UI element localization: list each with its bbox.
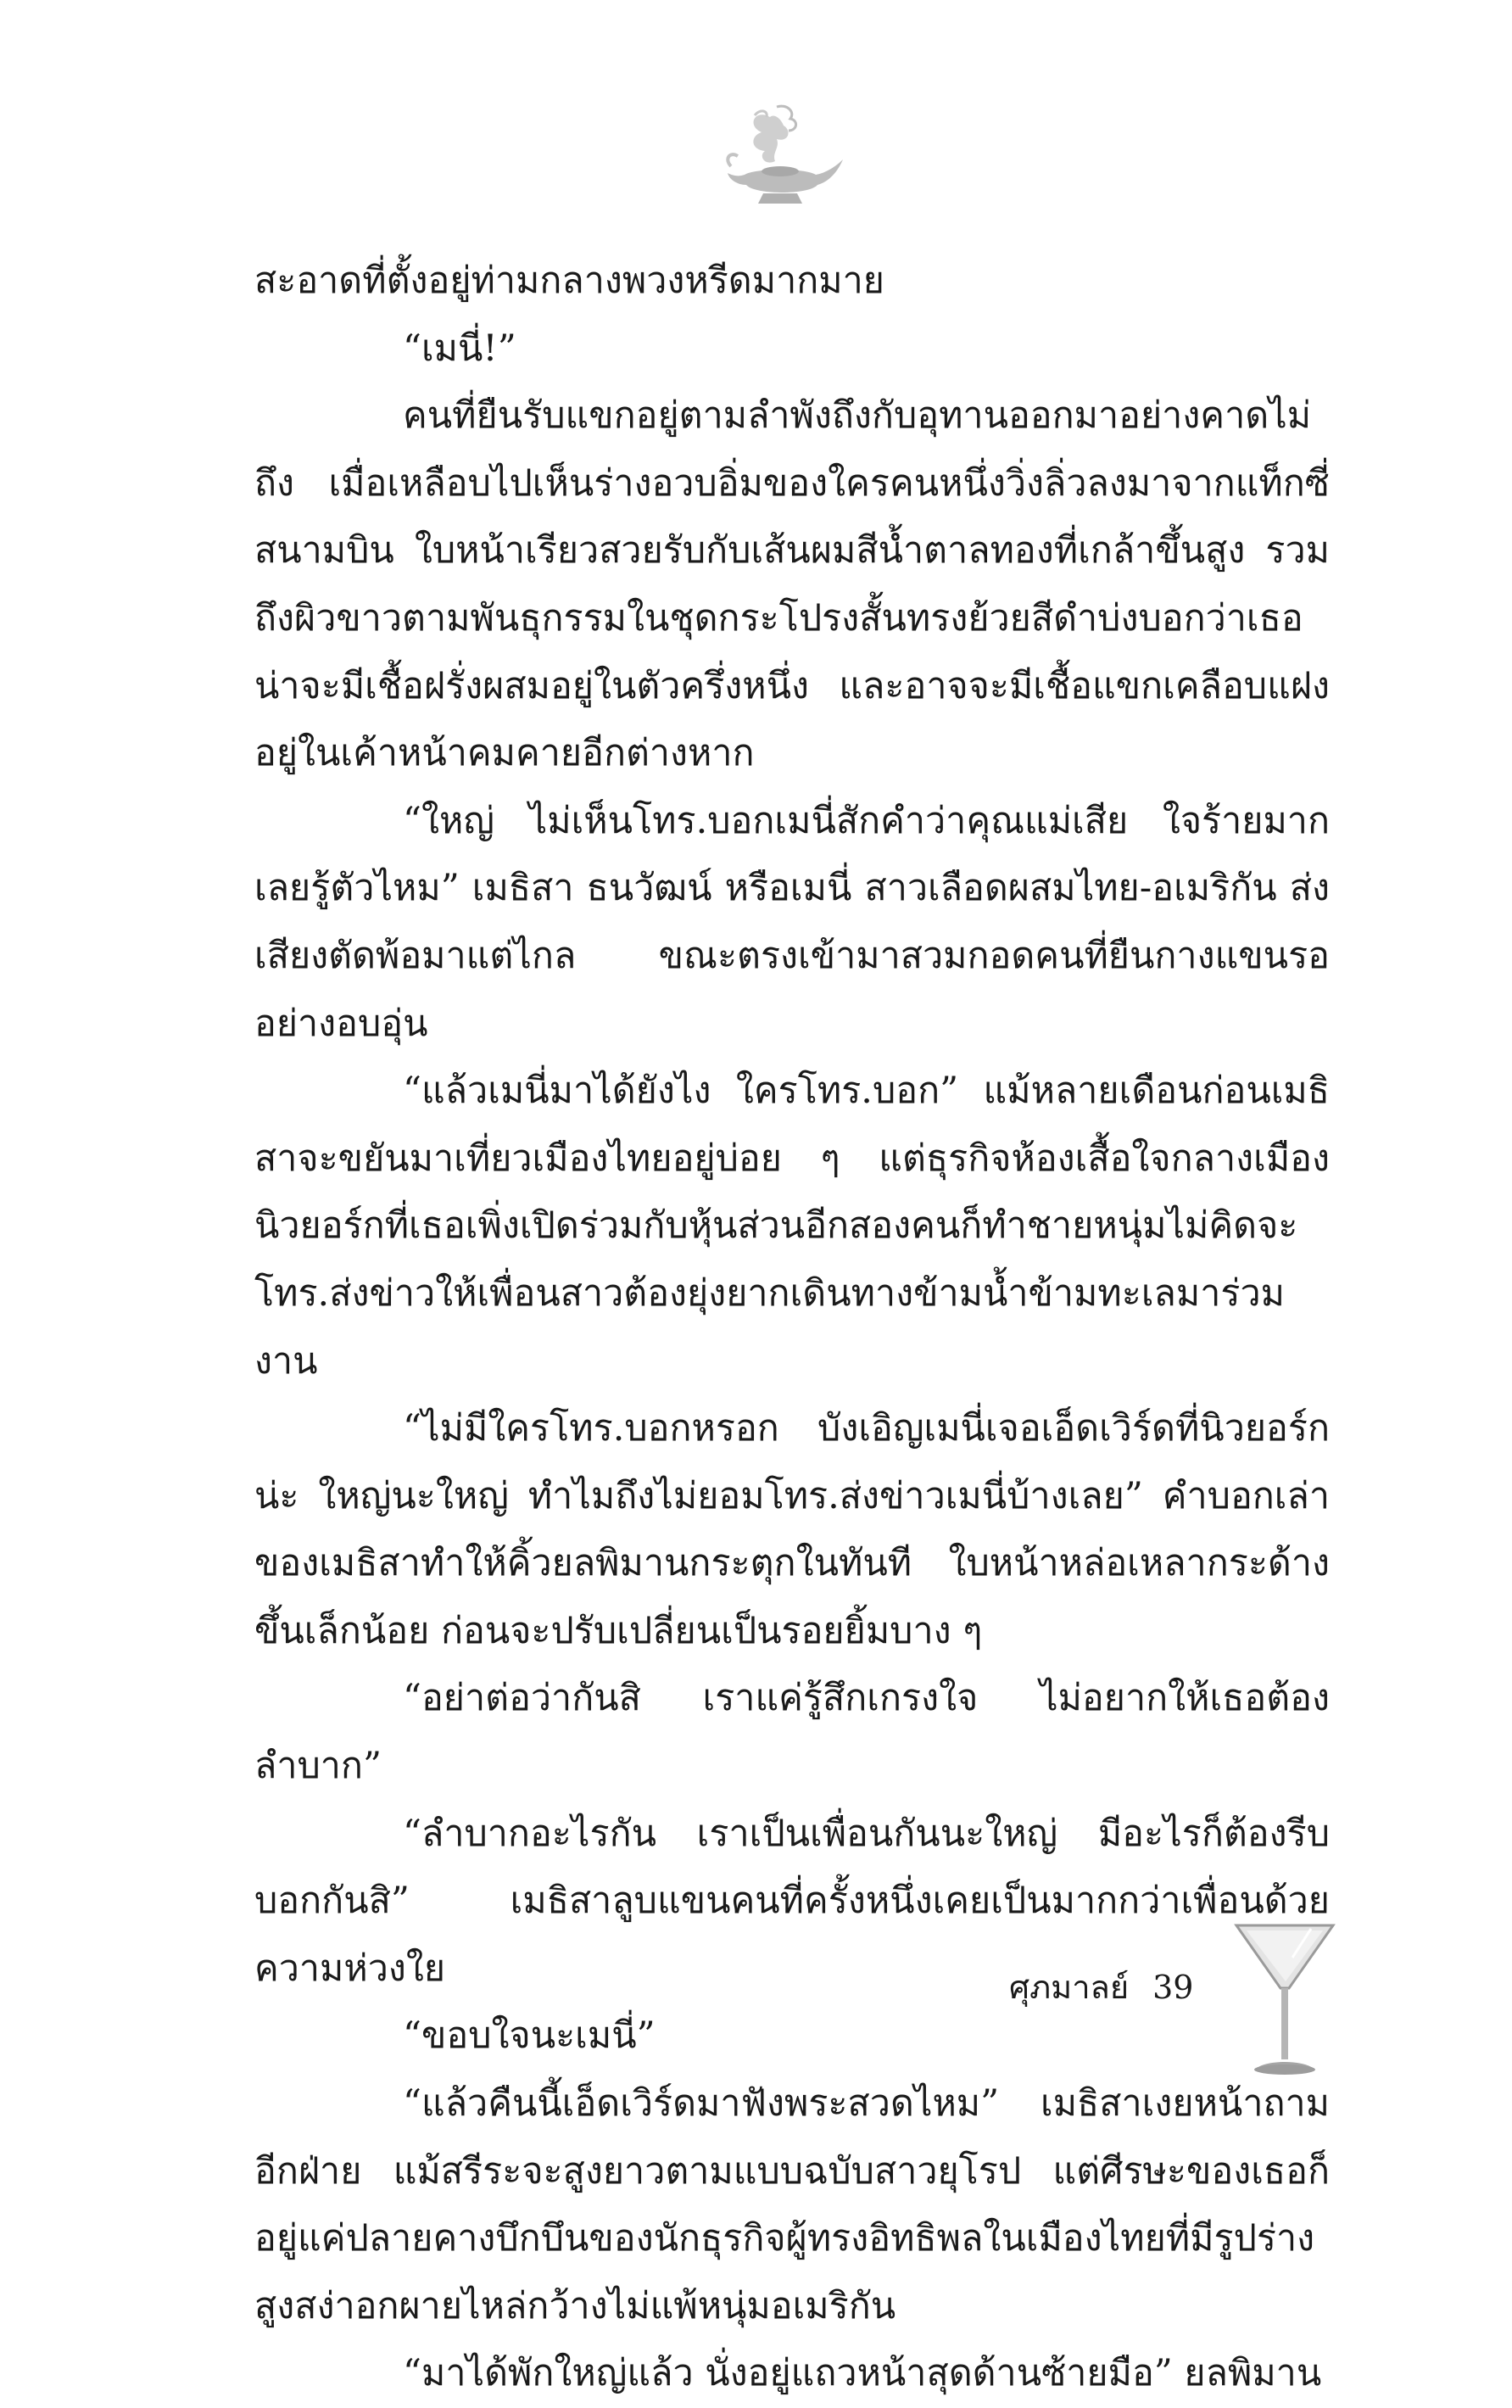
paragraph: “แล้วคืนนี้เอ็ดเวิร์ดมาฟังพระสวดไหม” เมธิสาเงยหน้าถามอีกฝ่าย แม้สรีระจะสูงยาวตามแบบฉบับสาวยุโรป แต่ศีรษะของเธอก็อยู่แค่ปลายคางบึกบึนของนักธุรกิจผู้ทรงอิทธิพลในเมืองไทยที่มีรูปร่างสูงสง่าอกผายไหล่กว้างไม่แพ้หนุ่มอเมริกัน — [254, 2082, 1330, 2327]
paragraph: “เมนี่!” — [403, 327, 516, 370]
author-name: ศุภมาลย์ — [1009, 1969, 1130, 2006]
page-footer — [1009, 1966, 1193, 2009]
paragraph: “ลำบากอะไรกัน เราเป็นเพื่อนกันนะใหญ่ มีอะไรก็ต้องรีบบอกกันสิ” เมธิสาลูบแขนคนที่ครั้งหนึ่งเคยเป็นมากกว่าเพื่อนด้วยความห่วงใย — [254, 1812, 1330, 1990]
body-text — [254, 248, 1330, 2408]
paragraph: “ใหญ่ ไม่เห็นโทร.บอกเมนี่สักคำว่าคุณแม่เสีย ใจร้ายมากเลยรู้ตัวไหม” เมธิสา ธนวัฒน์ หรือเมนี่ สาวเลือดผสมไทย-อเมริกัน ส่งเสียงตัดพ้อมาแต่ไกล ขณะตรงเข้ามาสวมกอดคนที่ยืนกางแขนรออย่างอบอุ่น — [254, 799, 1330, 1045]
genie-lamp-icon — [721, 100, 848, 215]
paragraph: “ไม่มีใครโทร.บอกหรอก บังเอิญเมนี่เจอเอ็ดเวิร์ดที่นิวยอร์กน่ะ ใหญ่นะใหญ่ ทำไมถึงไม่ยอมโทร.ส่งข่าวเมนี่บ้างเลย” คำบอกเล่าของเมธิสาทำให้คิ้วยลพิมานกระตุกในทันที ใบหน้าหล่อเหลากระด้างขึ้นเล็กน้อย ก่อนจะปรับเปลี่ยนเป็นรอยยิ้มบาง ๆ — [254, 1407, 1330, 1652]
cocktail-glass-icon — [1230, 1919, 1340, 2080]
paragraph: “ขอบใจนะเมนี่” — [403, 2014, 656, 2058]
page-number: 39 — [1152, 1969, 1194, 2006]
paragraph: “มาได้พักใหญ่แล้ว นั่งอยู่แถวหน้าสุดด้านซ้ายมือ” ยลพิมาน — [403, 2352, 1322, 2395]
paragraph: “อย่าต่อว่ากันสิ เราแค่รู้สึกเกรงใจ ไม่อยากให้เธอต้องลำบาก” — [254, 1677, 1330, 1788]
paragraph: สะอาดที่ตั้งอยู่ท่ามกลางพวงหรีดมากมาย — [254, 260, 884, 302]
paragraph: คนที่ยืนรับแขกอยู่ตามลำพังถึงกับอุทานออกมาอย่างคาดไม่ถึง เมื่อเหลือบไปเห็นร่างอวบอิ่มของใครคนหนึ่งวิ่งลิ่วลงมาจากแท็กซี่สนามบิน ใบหน้าเรียวสวยรับกับเส้นผมสีน้ำตาลทองที่เกล้าขึ้นสูง รวมถึงผิวขาวตามพันธุกรรมในชุดกระโปรงสั้นทรงย้วยสีดำบ่งบอกว่าเธอน่าจะมีเชื้อฝรั่งผสมอยู่ในตัวครึ่งหนึ่ง และอาจจะมีเชื้อแขกเคลือบแฝงอยู่ในเค้าหน้าคมคายอีกต่างหาก — [254, 394, 1330, 775]
paragraph: “แล้วเมนี่มาได้ยังไง ใครโทร.บอก” แม้หลายเดือนก่อนเมธิสาจะขยันมาเที่ยวเมืองไทยอยู่บ่อย ๆ แต่ธุรกิจห้องเสื้อใจกลางเมืองนิวยอร์กที่เธอเพิ่งเปิดร่วมกับหุ้นส่วนอีกสองคนก็ทำชายหนุ่มไม่คิดจะโทร.ส่งข่าวให้เพื่อนสาวต้องยุ่งยากเดินทางข้ามน้ำข้ามทะเลมาร่วมงาน — [254, 1070, 1330, 1383]
